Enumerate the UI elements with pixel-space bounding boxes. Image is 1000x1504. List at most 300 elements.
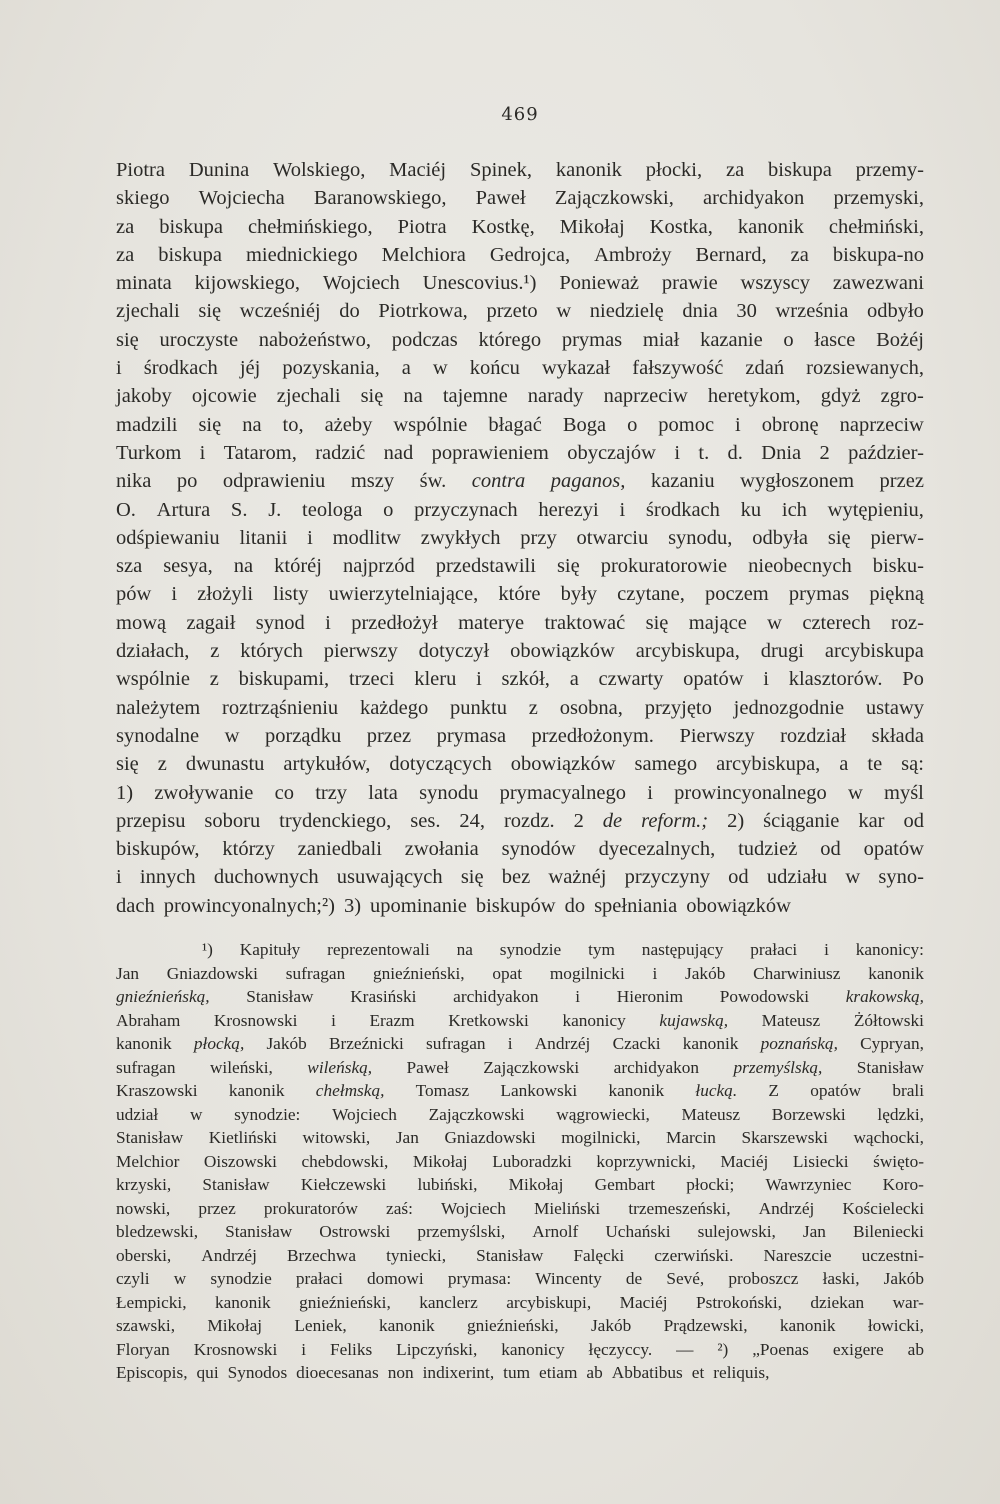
word: łęczyccy. bbox=[588, 1339, 653, 1359]
footnote-line bbox=[116, 1032, 924, 1056]
word: Piotrkowa, bbox=[378, 300, 468, 323]
word: Floryan bbox=[116, 1339, 170, 1359]
footnote-line bbox=[116, 1220, 924, 1244]
word: prowincyonalnych;²) bbox=[163, 894, 335, 917]
word: proboszcz bbox=[728, 1269, 799, 1288]
word: kanonik bbox=[868, 963, 924, 983]
word: od bbox=[728, 866, 749, 889]
word: którzy bbox=[222, 838, 275, 861]
word: Baranowskiego, bbox=[313, 187, 447, 210]
word: dotyczących bbox=[389, 753, 492, 776]
word: prałaci bbox=[295, 1269, 343, 1288]
word: Spinek, bbox=[469, 159, 533, 181]
word: Mikołaj bbox=[508, 1175, 564, 1194]
word: i bbox=[735, 413, 741, 436]
word: i bbox=[331, 1010, 336, 1030]
word: Stanisław bbox=[856, 1057, 924, 1077]
word: Marcin bbox=[666, 1128, 716, 1147]
word: mające bbox=[688, 611, 747, 634]
word: to, bbox=[282, 413, 304, 436]
word: i bbox=[763, 668, 769, 691]
word: Kietliński bbox=[208, 1128, 277, 1147]
text-line bbox=[116, 609, 924, 637]
word: tym bbox=[588, 940, 615, 959]
word: Sevé, bbox=[666, 1269, 705, 1288]
word: tudzież bbox=[738, 838, 798, 861]
word: trzy bbox=[315, 781, 348, 804]
word: końcu bbox=[469, 357, 520, 380]
word: synod bbox=[255, 611, 305, 634]
word: domowi bbox=[367, 1269, 424, 1288]
word: przedłożył bbox=[351, 611, 438, 634]
word: i bbox=[325, 611, 331, 634]
word: zwołania bbox=[404, 838, 479, 861]
word: zdań bbox=[745, 357, 785, 380]
word: biskupa bbox=[768, 159, 832, 181]
word: Erazm bbox=[369, 1010, 415, 1030]
word: na bbox=[242, 413, 262, 436]
word: Skarszewski bbox=[741, 1128, 828, 1147]
word: się bbox=[645, 611, 669, 634]
word: arcybiskupi, bbox=[506, 1292, 592, 1312]
word: odbyła bbox=[752, 526, 809, 549]
word: do bbox=[339, 300, 360, 323]
word: Bileniecki bbox=[852, 1222, 924, 1241]
word: Maciéj bbox=[389, 159, 447, 181]
word: przyjęto bbox=[644, 696, 712, 719]
word: się bbox=[198, 413, 222, 436]
word: Wojciech bbox=[322, 272, 400, 295]
word: wąchocki, bbox=[853, 1128, 924, 1147]
word: Ponieważ bbox=[559, 272, 640, 295]
word: rozsiewanych, bbox=[806, 357, 924, 380]
word: jéj bbox=[239, 357, 261, 380]
word: wileńską, bbox=[307, 1057, 373, 1077]
word: zaś: bbox=[386, 1198, 413, 1218]
word: Zajączkowski, bbox=[554, 187, 674, 210]
text-line bbox=[116, 439, 924, 467]
word: reprezentowali bbox=[327, 940, 430, 959]
text-line bbox=[116, 524, 924, 552]
word: Stanisław bbox=[202, 1175, 270, 1194]
word: opatów bbox=[810, 1081, 862, 1100]
word: prymas bbox=[561, 328, 623, 351]
word: sufragan bbox=[285, 963, 346, 983]
word: święto- bbox=[873, 1151, 924, 1171]
word: Z bbox=[768, 1081, 779, 1100]
word: prałaci bbox=[750, 940, 798, 959]
word: O. bbox=[116, 498, 136, 521]
word: 2 bbox=[819, 441, 830, 464]
word: przepisu bbox=[116, 809, 186, 832]
word: Tatarom, bbox=[223, 441, 297, 464]
word: Czacki bbox=[612, 1034, 661, 1053]
word: każdego bbox=[359, 696, 429, 719]
word: kanonik bbox=[214, 1292, 271, 1312]
word: za bbox=[116, 243, 135, 266]
word: witowski, bbox=[302, 1128, 371, 1147]
word: archidyakon bbox=[453, 987, 539, 1006]
word: sufragan bbox=[116, 1057, 176, 1077]
word: gdyż bbox=[820, 385, 861, 408]
word: roztrząśnieniu bbox=[222, 696, 339, 719]
word: się bbox=[360, 385, 384, 408]
word: Jakób bbox=[590, 1316, 632, 1335]
text-line bbox=[116, 411, 924, 439]
word: obronę bbox=[761, 413, 819, 436]
word: zwoływanie bbox=[154, 781, 254, 804]
word: Stanisław bbox=[116, 1128, 184, 1147]
word: łucką. bbox=[695, 1081, 738, 1100]
word: następujący bbox=[641, 940, 724, 959]
word: czyli bbox=[116, 1269, 150, 1288]
word: mową bbox=[116, 611, 167, 634]
word: uczestni- bbox=[861, 1245, 924, 1265]
word: kanonik bbox=[555, 159, 622, 181]
word: kanonik bbox=[116, 1034, 172, 1053]
word: arcybiskupa bbox=[824, 640, 924, 663]
word: tyniecki, bbox=[386, 1245, 447, 1265]
word: Melchior bbox=[116, 1151, 180, 1171]
word: prymacyalnego bbox=[499, 781, 626, 804]
word: Krasiński bbox=[350, 987, 417, 1006]
word: ab bbox=[586, 1363, 603, 1382]
word: biskupami, bbox=[238, 668, 330, 691]
word: Abbatibus bbox=[611, 1363, 683, 1382]
word: i bbox=[824, 940, 829, 959]
text-line bbox=[116, 156, 924, 184]
word: Boga bbox=[562, 413, 607, 436]
word: przez bbox=[366, 724, 412, 747]
word: na bbox=[456, 940, 473, 959]
word: biskupów, bbox=[116, 838, 200, 861]
word: gnieźnieński, bbox=[466, 1316, 559, 1335]
word: koprzywnicki, bbox=[596, 1151, 696, 1171]
word: złożyli bbox=[197, 583, 254, 606]
word: do bbox=[564, 894, 586, 917]
word: kanonicy: bbox=[855, 940, 924, 959]
word: 1) bbox=[116, 781, 134, 804]
word: Piotra bbox=[116, 159, 165, 181]
word: Ostrowski bbox=[319, 1222, 391, 1241]
text-line bbox=[116, 354, 924, 382]
word: opat bbox=[492, 963, 523, 983]
word: zaniedbali bbox=[297, 838, 382, 861]
word: mogilnicki, bbox=[561, 1128, 641, 1147]
word: nieobecnych bbox=[748, 555, 852, 578]
word: kar bbox=[858, 809, 885, 832]
word: Wolskiego, bbox=[273, 159, 366, 181]
word: materye bbox=[458, 611, 525, 634]
word: odbyło bbox=[866, 300, 924, 323]
word: Maciéj bbox=[720, 1151, 769, 1171]
word: etiam bbox=[539, 1363, 578, 1382]
word: miał bbox=[642, 328, 680, 351]
word: wspólnie bbox=[393, 413, 468, 436]
word: łowicki, bbox=[867, 1316, 924, 1335]
text-line bbox=[116, 580, 924, 608]
word: najprzód bbox=[342, 555, 415, 578]
word: ¹) bbox=[202, 940, 213, 959]
word: Zajączkowski bbox=[483, 1057, 580, 1077]
word: kanclerz bbox=[419, 1292, 478, 1312]
word: Piotra bbox=[397, 215, 447, 238]
word: należytem bbox=[116, 696, 201, 719]
word: Leniek, bbox=[294, 1316, 347, 1335]
word: sulejowski, bbox=[697, 1222, 776, 1241]
word: klasztorów. bbox=[788, 668, 883, 691]
word: Ambroży bbox=[594, 243, 672, 266]
word: porządku bbox=[264, 724, 342, 747]
footnote-line bbox=[116, 1079, 924, 1103]
word: i bbox=[674, 441, 681, 464]
text-line bbox=[116, 297, 924, 325]
word: J. bbox=[268, 498, 282, 521]
word: Krosnowski bbox=[193, 1339, 278, 1359]
main-text bbox=[116, 156, 924, 920]
word: przedstawili bbox=[435, 555, 536, 578]
word: chełmiński, bbox=[828, 215, 924, 238]
word: za bbox=[725, 159, 745, 181]
word: i bbox=[171, 583, 178, 606]
word: Mikołaj bbox=[412, 1151, 468, 1171]
word: których bbox=[240, 640, 303, 663]
word: się bbox=[198, 300, 222, 323]
word: roz- bbox=[890, 611, 924, 634]
word: pierw- bbox=[870, 526, 924, 549]
footnote-line bbox=[116, 985, 924, 1009]
word: przy bbox=[520, 526, 557, 549]
word: opatów bbox=[683, 668, 744, 691]
word: gnieźnieński, bbox=[372, 963, 465, 983]
word: któréj bbox=[274, 555, 322, 578]
text-line bbox=[116, 637, 924, 665]
word: Prądzewski, bbox=[663, 1316, 748, 1335]
word: et bbox=[691, 1363, 705, 1382]
word: „Poenas bbox=[752, 1339, 809, 1359]
word: oberski, bbox=[116, 1245, 172, 1265]
word: Gniazdowski bbox=[166, 963, 258, 983]
word: sufragan bbox=[426, 1034, 486, 1053]
word: bez bbox=[501, 866, 531, 889]
word: przedłożonym. bbox=[531, 724, 654, 747]
word: i bbox=[647, 781, 653, 804]
word: Kiełczewski bbox=[300, 1175, 387, 1194]
word: zjechali bbox=[276, 385, 341, 408]
word: Gniazdowski bbox=[444, 1128, 536, 1147]
word: biskupa bbox=[159, 215, 223, 238]
word: myśl bbox=[884, 781, 924, 804]
word: paździer- bbox=[848, 441, 924, 464]
word: kanonik bbox=[737, 215, 804, 238]
word: Maciéj bbox=[619, 1292, 668, 1312]
word: litanii bbox=[239, 526, 288, 549]
word: zawezwani bbox=[832, 272, 924, 295]
word: za bbox=[790, 243, 809, 266]
word: i bbox=[116, 357, 122, 380]
word: wspólnie bbox=[116, 668, 191, 691]
word: prymas bbox=[788, 583, 850, 606]
word: z bbox=[209, 668, 219, 691]
word: Kostka, bbox=[649, 215, 713, 238]
word: czwarty bbox=[598, 668, 664, 691]
word: radzić bbox=[315, 441, 366, 464]
word: na bbox=[233, 555, 254, 578]
word: tum bbox=[503, 1363, 531, 1382]
footnote-line bbox=[116, 1244, 924, 1268]
word: kujawską, bbox=[659, 1010, 729, 1030]
word: Kretkowski bbox=[448, 1010, 529, 1030]
word: na bbox=[403, 385, 423, 408]
word: exigere bbox=[832, 1339, 884, 1359]
word: zagaił bbox=[186, 611, 236, 634]
word: Wincenty bbox=[535, 1269, 602, 1288]
word: Uchański bbox=[605, 1222, 671, 1241]
footnote-line bbox=[116, 1314, 924, 1338]
footnote-line bbox=[116, 938, 924, 962]
word: się bbox=[827, 526, 851, 549]
text-line bbox=[116, 694, 924, 722]
word: odśpiewaniu bbox=[116, 526, 220, 549]
word: prymasa bbox=[436, 724, 507, 747]
word: się bbox=[556, 555, 580, 578]
word: Luboradzki bbox=[492, 1151, 572, 1171]
word: osobna, bbox=[559, 696, 623, 719]
word: Brzechwa bbox=[286, 1245, 357, 1265]
word: w bbox=[173, 1269, 187, 1288]
word: synodzie bbox=[499, 940, 562, 959]
word: w bbox=[767, 611, 782, 634]
word: Stanisław bbox=[476, 1245, 544, 1265]
word: prymasa: bbox=[447, 1269, 512, 1288]
word: Wojciech bbox=[332, 1104, 397, 1124]
word: heretykom, bbox=[707, 385, 801, 408]
word: Mikołaj bbox=[559, 215, 625, 238]
word: wągrowiecki, bbox=[556, 1104, 650, 1124]
word: Jakób bbox=[685, 963, 726, 983]
word: płocki; bbox=[686, 1175, 735, 1194]
word: Jan bbox=[395, 1128, 419, 1147]
word: przez bbox=[198, 1198, 236, 1218]
footnote-line bbox=[116, 1056, 924, 1080]
word: ściąganie bbox=[763, 809, 840, 832]
footnote-line bbox=[116, 1338, 924, 1362]
word: opatów bbox=[863, 838, 924, 861]
word: Andrzéj bbox=[758, 1198, 815, 1218]
word: Jakób bbox=[266, 1034, 307, 1053]
word: narady bbox=[527, 385, 584, 408]
word: i bbox=[476, 668, 482, 691]
word: — bbox=[676, 1339, 694, 1359]
word: poczem bbox=[705, 583, 769, 606]
word: składa bbox=[871, 724, 924, 747]
word: prokuratorowie bbox=[600, 555, 728, 578]
word: lubiński, bbox=[417, 1175, 478, 1194]
word: dyecezalnych, bbox=[598, 838, 716, 861]
word: uroczyste bbox=[159, 328, 239, 351]
word: Borzewski bbox=[771, 1104, 846, 1124]
word: kijowskiego, bbox=[194, 272, 301, 295]
word: bisku- bbox=[872, 555, 924, 578]
word: Jakób bbox=[883, 1269, 924, 1288]
word: biskupa-no bbox=[832, 243, 924, 266]
word: Andrzéj bbox=[201, 1245, 257, 1265]
word: reliquis, bbox=[713, 1363, 770, 1382]
word: i bbox=[116, 866, 122, 889]
word: a bbox=[839, 753, 849, 776]
footnote-line bbox=[116, 1150, 924, 1174]
word: i bbox=[199, 441, 206, 464]
word: czytane, bbox=[617, 583, 685, 606]
word: Lisiecki bbox=[792, 1151, 849, 1171]
word: trydenckiego, bbox=[279, 809, 392, 832]
word: pozyskania, bbox=[282, 357, 380, 380]
word: synodów bbox=[501, 838, 576, 861]
word: non bbox=[387, 1363, 414, 1382]
word: herezyi bbox=[538, 498, 599, 521]
word: Mikołaj bbox=[207, 1316, 263, 1335]
word: o bbox=[783, 328, 794, 351]
word: krakowską, bbox=[845, 987, 924, 1006]
footnote-line bbox=[116, 1009, 924, 1033]
word: Koro- bbox=[882, 1175, 924, 1194]
word: ważnéj bbox=[548, 866, 607, 889]
word: uwierzytelniające, bbox=[328, 583, 479, 606]
footnote-line bbox=[116, 1173, 924, 1197]
word: zwykłych bbox=[420, 526, 501, 549]
word: jednozgodnie bbox=[733, 696, 845, 719]
word: Nareszcie bbox=[763, 1245, 832, 1265]
word: podczas bbox=[391, 328, 458, 351]
text-line bbox=[116, 269, 924, 297]
word: nika bbox=[116, 470, 152, 493]
word: w bbox=[224, 724, 240, 747]
text-line bbox=[116, 213, 924, 241]
word: Pstrokoński, bbox=[696, 1292, 782, 1312]
word: w bbox=[432, 357, 448, 380]
word: Mateusz bbox=[761, 1010, 821, 1030]
text-line bbox=[116, 863, 924, 891]
word: wszyscy bbox=[740, 272, 811, 295]
word: przemyślski, bbox=[417, 1222, 506, 1241]
word: płocką, bbox=[193, 1034, 245, 1053]
word: kanonik bbox=[228, 1081, 285, 1100]
word: Żółtowski bbox=[853, 1010, 924, 1030]
word: rozdz. bbox=[503, 809, 555, 832]
word: tajemne bbox=[442, 385, 508, 408]
word: teologa bbox=[302, 498, 363, 521]
word: 2) bbox=[727, 809, 745, 832]
word: dziekan bbox=[810, 1292, 865, 1312]
word: dwunastu bbox=[185, 753, 265, 776]
word: reform.; bbox=[641, 809, 709, 832]
word: płocki, bbox=[645, 159, 703, 181]
footnote-line bbox=[116, 1103, 924, 1127]
word: synodalne bbox=[116, 724, 200, 747]
word: szkół, bbox=[501, 668, 550, 691]
text-line bbox=[116, 722, 924, 750]
word: udziału bbox=[766, 866, 828, 889]
text-line bbox=[116, 496, 924, 524]
text-line bbox=[116, 779, 924, 807]
word: i bbox=[307, 526, 313, 549]
word: Jan bbox=[116, 963, 140, 983]
word: Hieronim bbox=[616, 987, 684, 1006]
word: i bbox=[652, 963, 658, 983]
word: Kraszowski bbox=[116, 1081, 198, 1100]
word: contra bbox=[471, 470, 526, 493]
word: Oiszowski bbox=[203, 1151, 277, 1171]
